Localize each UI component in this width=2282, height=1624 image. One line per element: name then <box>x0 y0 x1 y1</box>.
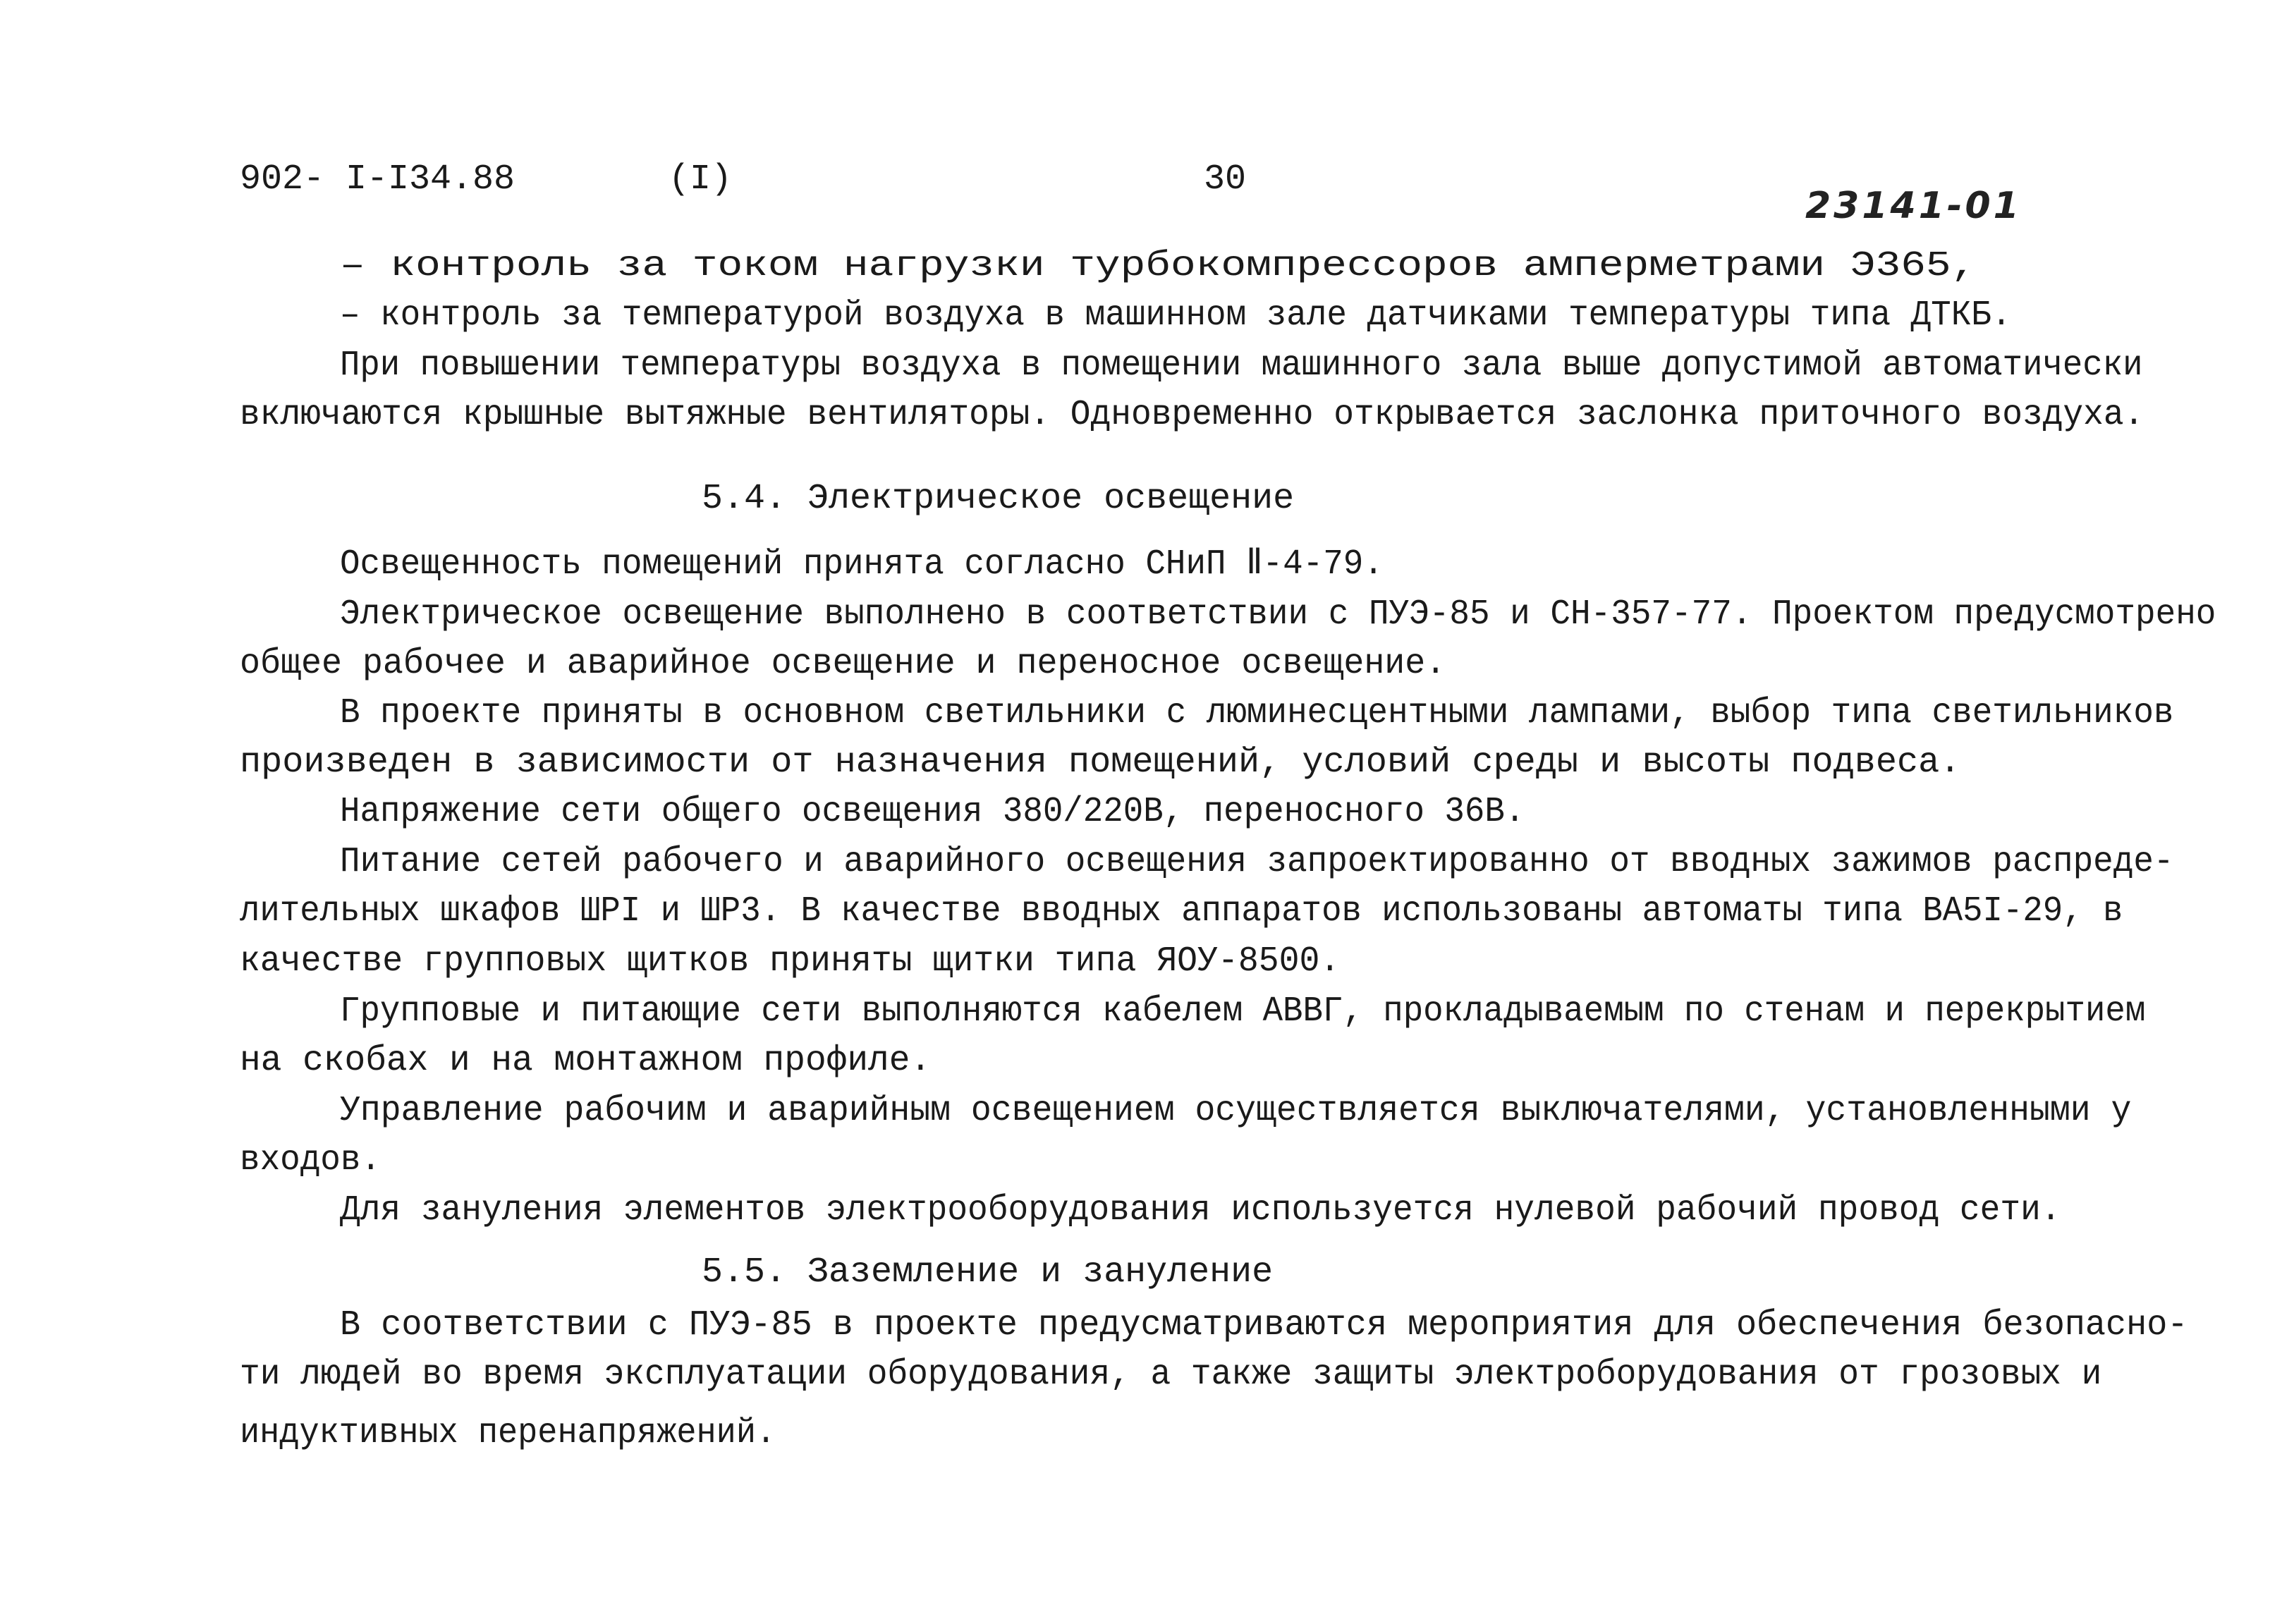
text-line: Питание сетей рабочего и аварийного освещения запроектированно от вводных зажимов распреде- <box>340 842 2174 882</box>
text-line: входов. <box>240 1140 382 1180</box>
text-line: Напряжение сети общего освещения 380/220В, переносного 36В. <box>340 792 1525 832</box>
text-line: произведен в зависимости от назначения помещений, условий среды и высоты подвеса. <box>240 743 1961 783</box>
text-line: включаются крышные вытяжные вентиляторы. Одновременно открывается заслонка приточного воздуха. <box>240 395 2144 435</box>
text-line: В проекте приняты в основном светильники с люминесцентными лампами, выбор типа светильников <box>340 693 2174 733</box>
text-line: – контроль за током нагрузки турбокомпрессоров амперметрами Э365, <box>340 246 1977 286</box>
text-line: При повышении температуры воздуха в помещении машинного зала выше допустимой автоматически <box>340 346 2143 386</box>
text-line: В соответствии с ПУЭ-85 в проекте предусматриваются мероприятия для обеспечения безопасно- <box>340 1305 2188 1345</box>
text-line: Управление рабочим и аварийным освещением осуществляется выключателями, установленными у <box>340 1091 2132 1131</box>
text-line: – контроль за температурой воздуха в машинном зале датчиками температуры типа ДТКБ. <box>340 295 2012 336</box>
text-line: качестве групповых щитков приняты щитки типа ЯОУ-8500. <box>240 941 1341 982</box>
text-line: Освещенность помещений принята согласно СНиП Ⅱ-4-79. <box>340 544 1384 585</box>
text-line: Групповые и питающие сети выполняются кабелем АВВГ, прокладываемым по стенам и перекрытием <box>340 991 2146 1032</box>
text-line: лительных шкафов ШРI и ШР3. В качестве вводных аппаратов использованы автоматы типа ВА5I-29, в <box>240 891 2123 932</box>
text-line: Электрическое освещение выполнено в соответствии с ПУЭ-85 и СН-357-77. Проектом предусмотрено <box>340 594 2216 635</box>
text-line: общее рабочее и аварийное освещение и переносное освещение. <box>240 644 1446 684</box>
section-heading-5-4: 5.4. Электрическое освещение <box>702 479 1295 519</box>
text-line: Для зануления элементов электрооборудования используется нулевой рабочий провод сети. <box>340 1190 2061 1231</box>
volume-number: (I) <box>669 159 733 200</box>
text-line: индуктивных перенапряжений. <box>240 1413 776 1453</box>
text-line: на скобах и на монтажном профиле. <box>240 1041 932 1081</box>
page-number: 30 <box>1204 159 1247 200</box>
section-heading-5-5: 5.5. Заземление и зануление <box>702 1252 1274 1293</box>
text-line: ти людей во время эксплуатации оборудования, а также защиты электроборудования от грозовых и <box>240 1355 2102 1395</box>
document-code: 902- I-I34.88 <box>240 159 515 200</box>
handwritten-inventory-number: 23141-01 <box>1805 185 2022 227</box>
